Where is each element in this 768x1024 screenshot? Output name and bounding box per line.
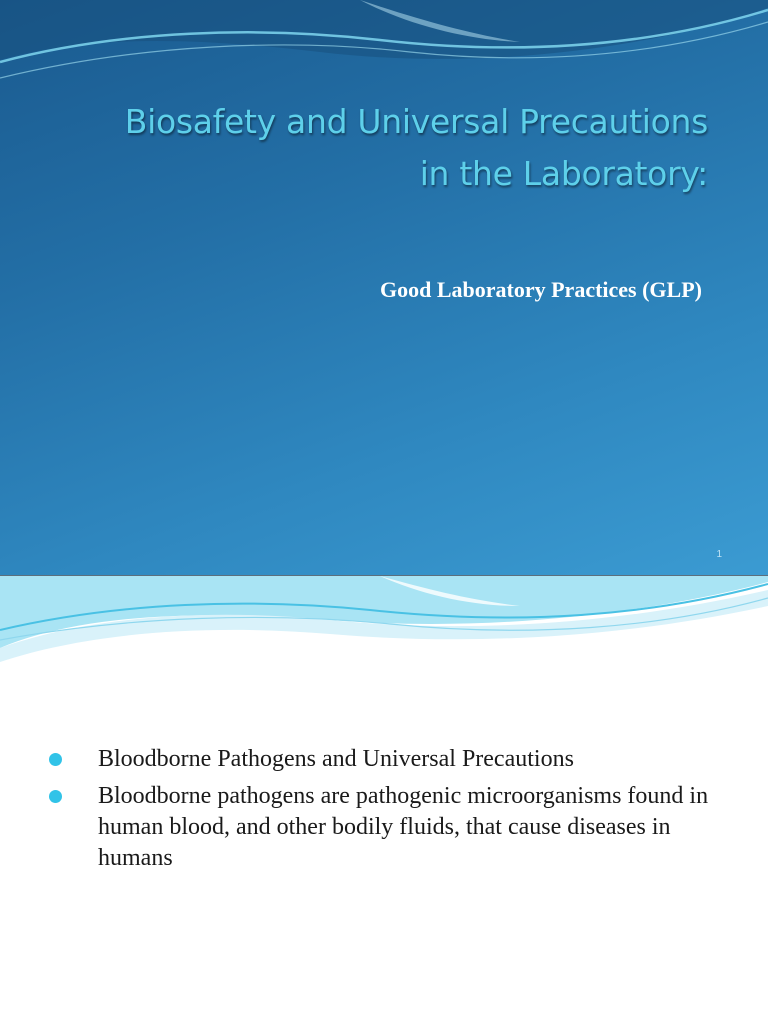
bullet-dot-icon [49, 790, 62, 803]
bullet-text: Bloodborne pathogens are pathogenic microorganisms found in human blood, and other bodily fluids, that cause diseases in humans [98, 783, 709, 871]
list-item [0, 744, 768, 775]
bullet-text: Bloodborne Pathogens and Universal Precautions [98, 746, 574, 772]
slide-number: 1 [716, 549, 722, 560]
slide-subtitle: Good Laboratory Practices (GLP) [380, 277, 702, 302]
bullet-dot-icon [49, 753, 62, 766]
wave-decoration-top [0, 576, 768, 676]
slide-title-line-2: in the Laboratory: [419, 154, 708, 193]
wave-decoration-top [0, 0, 768, 110]
list-item [0, 781, 768, 874]
slide-title [28, 96, 708, 200]
bullet-list [0, 744, 768, 880]
slide-2 [0, 576, 768, 1024]
slide-title-line-1: Biosafety and Universal Precautions [124, 102, 708, 141]
